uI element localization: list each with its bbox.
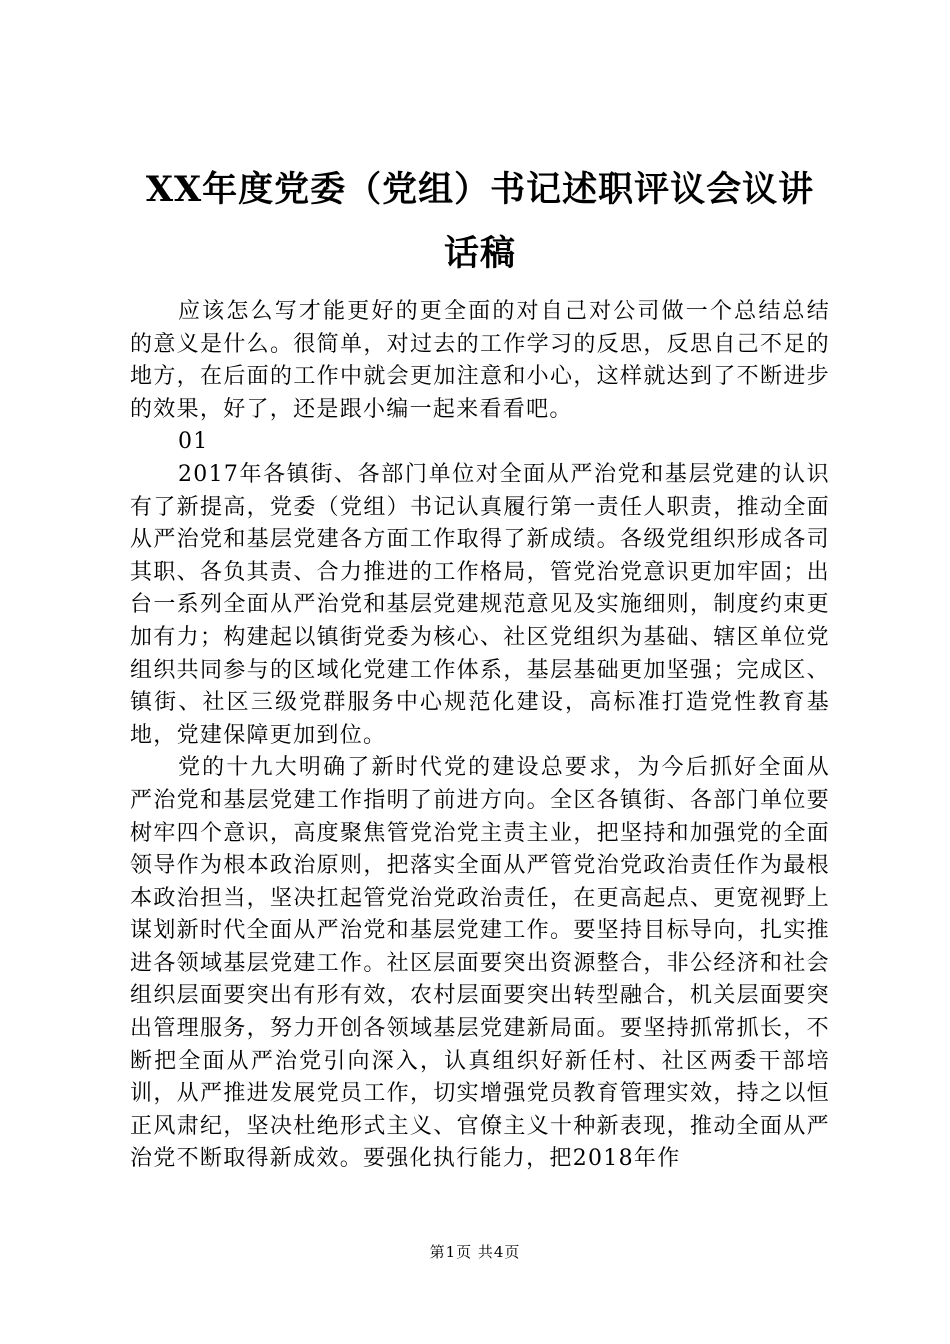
page-number-footer: 第1页 共4页 — [429, 1243, 521, 1261]
paragraph-achievements: 2017年各镇街、各部门单位对全面从严治党和基层党建的认识有了新提高，党委（党组）书记认真履行第一责任人职责，推动全面从严治党和基层党建各方面工作取得了新成绩。各级党组织形成各司其职、各负其责、合力推进的工作格局，管党治党意识更加牢固；出台一系列全面从严治党和基层党建规范意见及实施细则，制度约束更加有力；构建起以镇街党委为核心、社区党组织为基础、辖区单位党组织共同参与的区域化党建工作体系，基层基础更加坚强；完成区、镇街、社区三级党群服务中心规范化建设，高标准打造党性教育基地，党建保障更加到位。 — [130, 461, 830, 748]
document-title: XX年度党委（党组）书记述职评议会议讲话稿 — [145, 169, 815, 274]
document-body — [130, 296, 830, 1176]
section-number: 01 — [178, 429, 209, 455]
paragraph-requirements: 党的十九大明确了新时代党的建设总要求，为今后抓好全面从严治党和基层党建工作指明了前进方向。全区各镇街、各部门单位要树牢四个意识，高度聚焦管党治党主责主业，把坚持和加强党的全面领导作为根本政治原则，把落实全面从严管党治党政治责任作为最根本政治担当，坚决扛起管党治党政治责任，在更高起点、更宽视野上谋划新时代全面从严治党和基层党建工作。要坚持目标导向，扎实推进各领域基层党建工作。社区层面要突出资源整合，非公经济和社会组织层面要突出有形有效，农村层面要突出转型融合，机关层面要突出管理服务，努力开创各领域基层党建新局面。要坚持抓常抓长，不断把全面从严治党引向深入，认真组织好新任村、社区两委干部培训，从严推进发展党员工作，切实增强党员教育管理实效，持之以恒正风肃纪，坚决杜绝形式主义、官僚主义十种新表现，推动全面从严治党不断取得新成效。要强化执行能力，把2018年作 — [130, 755, 830, 1172]
paragraph-intro: 应该怎么写才能更好的更全面的对自己对公司做一个总结总结的意义是什么。很简单，对过去的工作学习的反思，反思自己不足的地方，在后面的工作中就会更加注意和小心，这样就达到了不断进步的效果，好了，还是跟小编一起来看看吧。 — [130, 299, 830, 422]
